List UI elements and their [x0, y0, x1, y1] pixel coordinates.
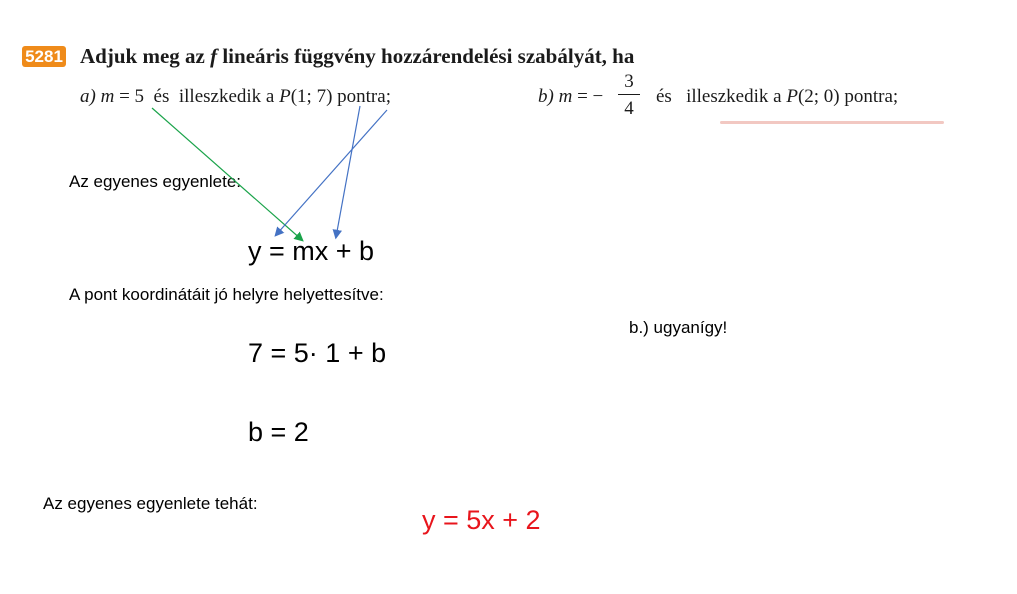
title-before: Adjuk meg az — [80, 44, 211, 68]
title-f: f — [210, 44, 218, 68]
part-a-m: m — [100, 86, 115, 107]
part-a-es: és — [153, 86, 170, 107]
part-b-tail-word: pontra; — [844, 86, 899, 107]
arrow-y-coordinate — [336, 106, 360, 237]
part-a-point-coords: (1; 7) — [290, 86, 333, 107]
general-equation: y = mx + b — [248, 236, 375, 266]
part-a-value: = 5 — [119, 86, 145, 107]
part-a-point-name: P — [279, 86, 291, 107]
fraction-denominator: 4 — [624, 98, 634, 119]
final-equation: y = 5x + 2 — [422, 505, 541, 535]
task-number-badge: 5281 — [22, 46, 66, 67]
part-b-point-coords: (2; 0) — [797, 86, 840, 107]
arrow-x-coordinate — [276, 110, 387, 235]
part-b-es: és — [656, 86, 672, 107]
arrow-m-to-mx — [152, 108, 302, 240]
part-b-point-name: P — [786, 86, 798, 107]
b-value-equation: b = 2 — [248, 417, 309, 447]
part-a-label: a) — [80, 86, 96, 107]
part-b-label: b) — [538, 86, 554, 107]
substituted-equation: 7 = 5· 1 + b — [248, 338, 387, 368]
part-b-note: b.) ugyanígy! — [629, 318, 728, 337]
part-b-text: illeszkedik a — [686, 86, 782, 107]
part-b-m: m — [558, 86, 573, 107]
part-a-tail: pontra; — [337, 86, 391, 107]
final-label: Az egyenes egyenlete tehát: — [43, 494, 258, 513]
part-a-text: illeszkedik a — [178, 86, 275, 107]
substitution-label: A pont koordinátáit jó helyre helyettesítve: — [69, 285, 384, 304]
part-b-eq-sign: = − — [577, 86, 604, 107]
title-after: lineáris függvény hozzárendelési szabályát, ha — [217, 44, 635, 68]
line-equation-label: Az egyenes egyenlete: — [69, 172, 242, 191]
fraction-numerator: 3 — [624, 71, 634, 92]
